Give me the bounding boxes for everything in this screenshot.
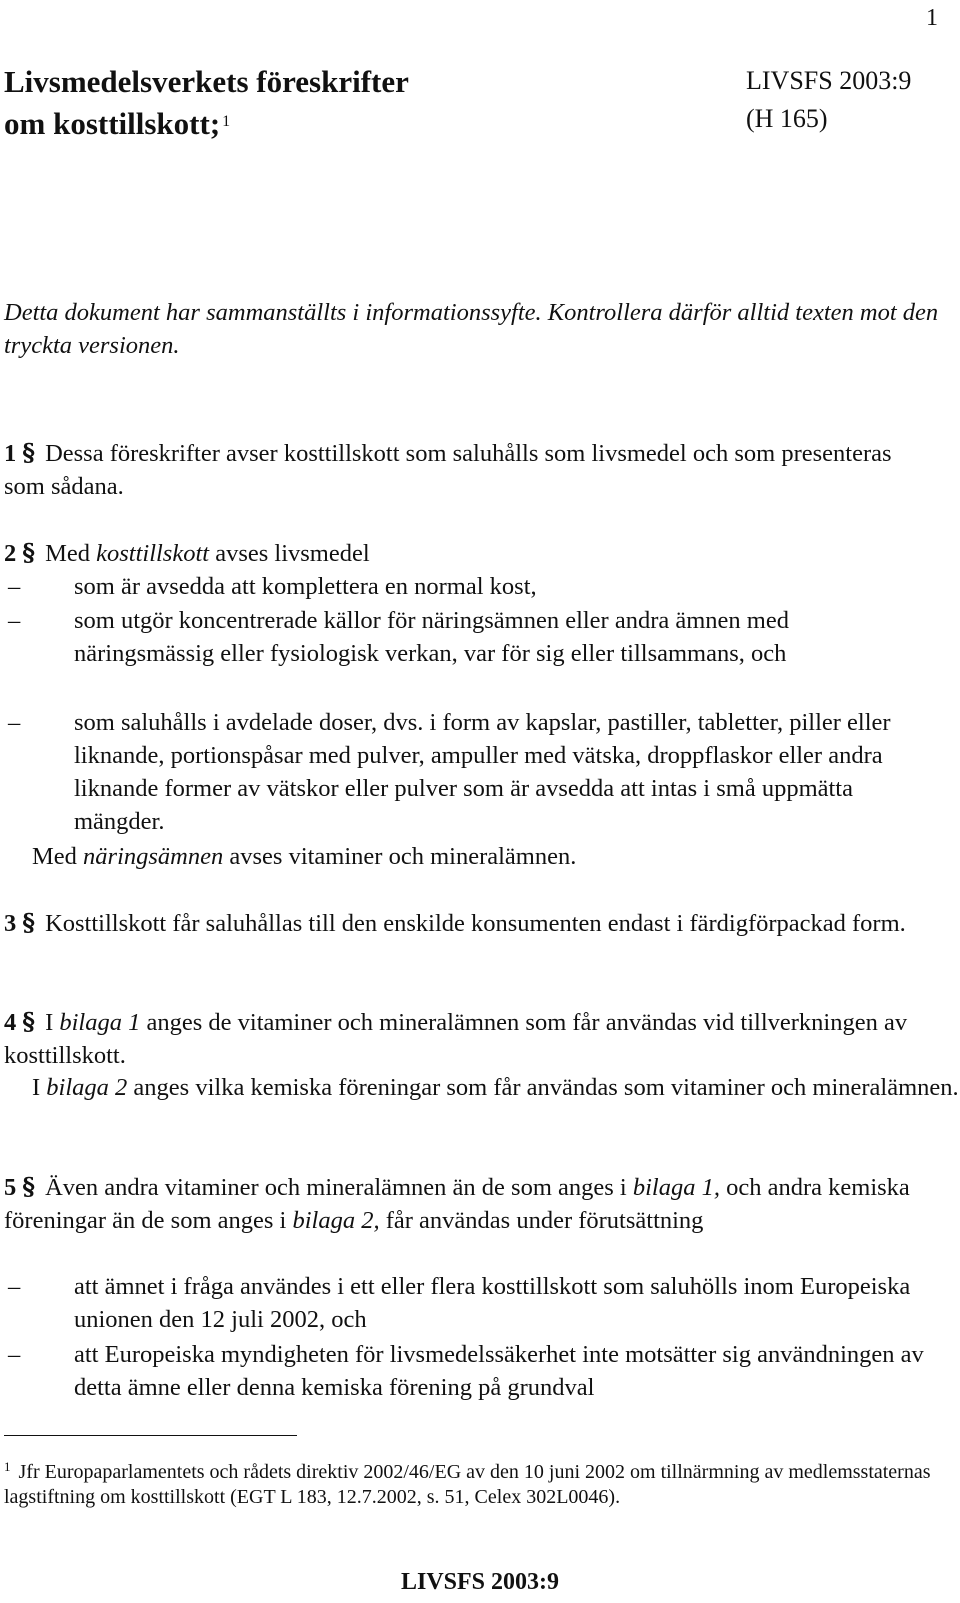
section-2-item-3: [4, 706, 934, 838]
footnote: [4, 1454, 944, 1510]
info-notice: Detta dokument har sammanställts i informationssyfte. Kontrollera därför alltid texten mot den tryckta versionen.: [4, 299, 939, 359]
title-line-2-text: om kosttillskott;: [4, 106, 221, 141]
page-footer: LIVSFS 2003:9: [400, 1569, 560, 1595]
document-title: [4, 62, 604, 144]
section-symbol: §: [22, 1007, 36, 1036]
section-2-intro: [4, 536, 934, 570]
footnote-text: Jfr Europaparlamentets och rådets direktiv 2002/46/EG av den 10 juni 2002 om tillnärmning av medlemsstaternas lagstiftning om kosttillskott (EGT L 183, 12.7.2002, s. 51, Celex 302L0046).: [4, 1461, 931, 1508]
section-3-number: 3: [4, 910, 17, 937]
section-3: [4, 906, 934, 940]
section-2-closing: [4, 840, 960, 873]
term-kosttillskott: kosttillskott: [96, 540, 210, 567]
title-line-2: [4, 102, 604, 144]
section-4-p2-post: anges vilka kemiska föreningar som får användas som vitaminer och mineralämnen.: [133, 1074, 959, 1101]
section-4-number: 4: [4, 1009, 17, 1036]
section-4-p1-pre: I: [45, 1009, 54, 1036]
section-5-post: får användas under förutsättning: [385, 1207, 704, 1234]
title-line-1: Livsmedelsverkets föreskrifter: [4, 64, 409, 99]
section-5-item-1-text: att ämnet i fråga användes i ett eller flera kosttillskott som saluhölls inom Europeiska unionen den 12 juli 2002, och: [74, 1273, 911, 1333]
section-symbol: §: [22, 1172, 36, 1201]
section-3-text: Kosttillskott får saluhållas till den enskilde konsumenten endast i färdigförpackad form.: [45, 910, 906, 937]
section-2-item-1-text: som är avsedda att komplettera en normal kost,: [74, 573, 537, 600]
section-5-item-2: [4, 1338, 934, 1404]
section-2-closing-post: avses vitaminer och mineralämnen.: [229, 843, 577, 870]
term-bilaga-2: bilaga 2: [46, 1074, 128, 1101]
section-4-p2: [4, 1071, 960, 1104]
section-2-item-2: [4, 604, 934, 670]
section-2-item-3-text: som saluhålls i avdelade doser, dvs. i form av kapslar, pastiller, tabletter, piller eller liknande, portionspåsar med pulver, ampuller med vätska, droppflaskor eller andra liknande former av vätskor eller pulver som är avsedda att intas i små uppmätta mängder.: [74, 709, 891, 835]
section-4-p2-pre: I: [32, 1074, 41, 1101]
section-5-pre: Även andra vitaminer och mineralämnen än de som anges i: [45, 1174, 627, 1201]
term-bilaga-2-ref: bilaga 2,: [292, 1207, 380, 1234]
section-5-intro: [4, 1170, 934, 1237]
section-2-closing-pre: Med: [32, 843, 77, 870]
section-2-item-2-text: som utgör koncentrerade källor för näringsämnen eller andra ämnen med näringsmässig eller fysiologisk verkan, var för sig eller tillsammans, och: [74, 607, 789, 667]
section-2-item-1: [4, 570, 934, 603]
section-5-item-2-text: att Europeiska myndigheten för livsmedelssäkerhet inte motsätter sig användningen av detta ämne eller denna kemiska förening på grundval: [74, 1341, 924, 1401]
doc-series: (H 165): [746, 104, 828, 133]
section-2-number: 2: [4, 540, 17, 567]
section-symbol: §: [22, 538, 36, 567]
dash-marker: –: [8, 709, 21, 736]
section-1: [4, 436, 934, 503]
page-number: 1: [926, 5, 938, 31]
term-naringsamnen: näringsämnen: [83, 843, 224, 870]
dash-marker: –: [8, 573, 21, 600]
dash-marker: –: [8, 1341, 21, 1368]
document-meta: [746, 62, 911, 138]
doc-id: LIVSFS 2003:9: [746, 66, 912, 95]
footnote-ref: 1: [4, 1459, 11, 1474]
term-bilaga-1-ref: bilaga 1,: [632, 1174, 720, 1201]
section-symbol: §: [22, 908, 36, 937]
term-bilaga-1: bilaga 1: [59, 1009, 141, 1036]
dash-marker: –: [8, 607, 21, 634]
title-footnote-ref: 1: [222, 113, 231, 130]
section-5-mid: och andra kemiska föreningar än de som anges i: [4, 1174, 910, 1234]
section-1-text: Dessa föreskrifter avser kosttillskott som saluhålls som livsmedel och som presenteras som sådana.: [4, 440, 892, 500]
section-2-intro-post: avses livsmedel: [215, 540, 370, 567]
footnote-divider: [4, 1435, 297, 1436]
section-2-intro-pre: Med: [45, 540, 90, 567]
section-5-number: 5: [4, 1174, 17, 1201]
section-5-item-1: [4, 1270, 934, 1336]
section-4-p1-post: anges de vitaminer och mineralämnen som får användas vid tillverkningen av kosttillskott.: [4, 1009, 908, 1069]
section-4-p1: [4, 1005, 934, 1072]
dash-marker: –: [8, 1273, 21, 1300]
section-symbol: §: [22, 438, 36, 467]
section-1-number: 1: [4, 440, 17, 467]
